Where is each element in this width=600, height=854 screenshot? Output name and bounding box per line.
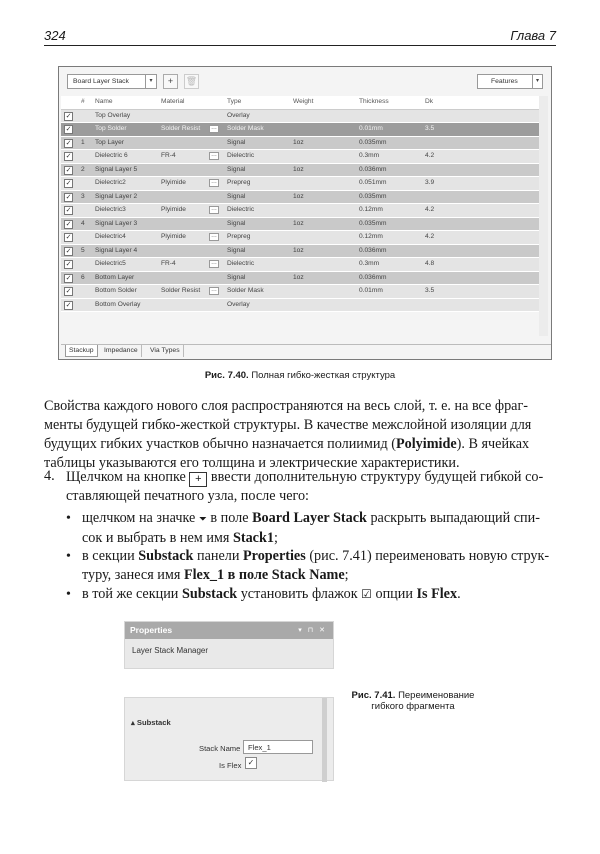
tab-stackup[interactable]: Stackup: [65, 345, 98, 357]
cell-weight: 1oz: [293, 165, 304, 173]
cell-weight: 1oz: [293, 219, 304, 227]
step-4-text: [66, 468, 556, 506]
cell-thickness: 0.035mm: [359, 192, 387, 200]
col-dk-header: Dk: [425, 98, 434, 105]
table-row[interactable]: [61, 137, 539, 151]
cell-num: 4: [81, 219, 85, 227]
term-properties: Properties: [242, 548, 306, 564]
panel-controls-icon[interactable]: ▾ ⊓ ✕: [298, 627, 327, 634]
cell-thickness: 0.036mm: [359, 165, 387, 173]
para-line: менты будущей гибко-жесткой структуры. В качестве межслойной изоляции для: [44, 417, 532, 433]
cell-material: FR-4: [161, 260, 176, 267]
cell-thickness: 0.3mm: [359, 152, 380, 159]
cell-name: Dielectric2: [95, 179, 126, 186]
bullet-text: ;: [344, 567, 349, 583]
dropdown-arrow-icon: ⏷: [198, 514, 207, 525]
row-visible-checkbox[interactable]: ✓: [65, 301, 72, 309]
material-picker-button[interactable]: …: [211, 125, 217, 131]
is-flex-label: Is Flex: [219, 761, 242, 770]
chevron-down-icon[interactable]: ▾: [532, 75, 542, 88]
bullet-text: сок и выбрать в нем имя: [82, 530, 230, 546]
row-visible-checkbox[interactable]: ✓: [65, 261, 72, 268]
row-visible-checkbox[interactable]: ✓: [65, 112, 72, 120]
cell-type: Signal: [227, 273, 246, 281]
cell-thickness: 0.036mm: [359, 246, 387, 254]
term-polyimide: Polyimide: [395, 436, 457, 452]
table-row[interactable]: [61, 285, 539, 299]
bullet-item-1: [82, 509, 556, 548]
bullet-line: [82, 585, 556, 604]
table-scrollbar[interactable]: [539, 96, 548, 336]
cell-type: Signal: [227, 192, 246, 200]
material-picker-button[interactable]: …: [211, 233, 217, 239]
tab-via-types[interactable]: Via Types: [147, 345, 184, 357]
cell-type: Dielectric: [227, 152, 255, 159]
material-picker-button[interactable]: …: [211, 287, 217, 293]
row-visible-checkbox[interactable]: ✓: [65, 193, 72, 201]
row-visible-checkbox[interactable]: ✓: [65, 166, 72, 174]
figure-caption-7-41: [338, 690, 488, 712]
material-picker-button[interactable]: …: [211, 152, 217, 158]
row-visible-checkbox[interactable]: ✓: [65, 234, 72, 241]
cell-material: Solder Resist: [161, 287, 201, 294]
cell-name: Signal Layer 2: [95, 192, 138, 200]
cell-name: Dielectric5: [95, 260, 126, 267]
caption-label: Рис. 7.40.: [204, 370, 249, 381]
table-row[interactable]: [61, 231, 539, 245]
para-line: таблицы указываются его толщина и электрические характеристики.: [44, 455, 460, 471]
table-row[interactable]: [61, 110, 539, 124]
cell-num: 5: [81, 246, 85, 254]
material-picker-button[interactable]: …: [211, 206, 217, 212]
table-row[interactable]: [61, 164, 539, 178]
panel-subtitle: Layer Stack Manager: [132, 646, 209, 655]
cell-dk: 4.2: [425, 152, 435, 159]
cell-type: Solder Mask: [227, 287, 264, 294]
bullet-line: [82, 529, 556, 548]
table-row[interactable]: [61, 177, 539, 191]
panel-title: Properties: [130, 625, 173, 635]
bullet-text: щелчком на значке: [82, 510, 196, 526]
bullet-text: раскрыть выпадающий спи-: [370, 510, 540, 526]
step-number: 4.: [44, 468, 55, 484]
board-layer-stack-combo[interactable]: [67, 74, 157, 89]
cell-name: Dielectric4: [95, 233, 126, 240]
step-text: ввести дополнительную структуру будущей гибкой со-: [210, 469, 544, 485]
table-row[interactable]: [61, 191, 539, 205]
substack-section-toggle[interactable]: ▴ Substack: [131, 718, 171, 727]
cell-type: Dielectric: [227, 206, 255, 213]
cell-weight: 1oz: [293, 192, 304, 200]
bullet-text: в поле: [210, 510, 249, 526]
plus-icon: +: [189, 472, 207, 487]
row-visible-checkbox[interactable]: ✓: [65, 207, 72, 214]
para-line: [44, 435, 556, 454]
cell-name: Dielectric 6: [95, 152, 128, 159]
table-row[interactable]: [61, 272, 539, 286]
cell-num: 2: [81, 165, 85, 173]
cell-dk: 3.5: [425, 125, 435, 132]
features-combo[interactable]: [477, 74, 543, 89]
table-row[interactable]: [61, 123, 539, 137]
stack-name-label: Stack Name: [199, 744, 241, 753]
bullet-line: [82, 547, 556, 566]
row-visible-checkbox[interactable]: ✓: [65, 247, 72, 255]
bullet-line: [82, 509, 556, 529]
stack-name-input[interactable]: [243, 740, 313, 754]
stack-name-value: Flex_1: [248, 743, 271, 752]
layer-table: [61, 96, 539, 312]
row-visible-checkbox[interactable]: ✓: [65, 288, 72, 295]
cell-dk: 4.8: [425, 260, 435, 267]
figure-caption-7-40: [0, 370, 600, 381]
cell-thickness: 0.01mm: [359, 287, 383, 294]
panel-titlebar: [125, 622, 333, 639]
table-row[interactable]: [61, 204, 539, 218]
add-layer-button[interactable]: +: [163, 74, 178, 89]
para-text: будущих гибких участков обычно назначается полиимид (: [44, 436, 396, 452]
step-line: [66, 468, 556, 487]
table-row[interactable]: [61, 150, 539, 164]
col-name-header: Name: [95, 98, 113, 105]
cell-name: Signal Layer 3: [95, 219, 138, 227]
cell-type: Prepreg: [227, 179, 251, 186]
features-label: Features: [491, 78, 518, 85]
page-number: 324: [44, 28, 66, 43]
col-type-header: Type: [227, 98, 242, 105]
step-text: Щелчком на кнопке: [66, 469, 186, 485]
bullet-text: панели: [196, 548, 240, 564]
bullet-text: ;: [273, 530, 278, 546]
cell-type: Signal: [227, 219, 246, 227]
cell-name: Top Solder: [95, 125, 127, 132]
bullet-text: (рис. 7.41) переименовать новую струк-: [309, 548, 550, 564]
caption-label: Рис. 7.41.: [351, 690, 396, 701]
cell-type: Overlay: [227, 300, 250, 308]
chapter-title: Глава 7: [510, 28, 556, 43]
cell-type: Dielectric: [227, 260, 255, 267]
cell-name: Bottom Overlay: [95, 300, 141, 308]
cell-thickness: 0.12mm: [359, 206, 383, 213]
bullet-item-2: [82, 547, 556, 585]
bullet-text: опции: [375, 586, 413, 602]
cell-type: Signal: [227, 165, 246, 173]
cell-num: 6: [81, 273, 85, 281]
cell-name: Bottom Layer: [95, 273, 135, 281]
cell-thickness: 0.035mm: [359, 219, 387, 227]
row-visible-checkbox[interactable]: ✓: [65, 274, 72, 282]
bullet-icon: •: [66, 549, 71, 564]
table-row[interactable]: [61, 245, 539, 259]
bullet-text: в той же секции: [82, 586, 179, 602]
col-thickness-header: Thickness: [359, 98, 389, 105]
cell-type: Prepreg: [227, 233, 251, 240]
cell-name: Dielectric3: [95, 206, 126, 213]
cell-num: 3: [81, 192, 85, 200]
term-is-flex: Is Flex: [416, 586, 458, 602]
cell-material: Plyimide: [161, 233, 186, 240]
properties-panel-header: [124, 621, 334, 669]
cell-num: 1: [81, 138, 85, 146]
col-weight-header: Weight: [293, 98, 314, 105]
row-visible-checkbox[interactable]: ✓: [65, 220, 72, 228]
layer-stack-manager-screenshot: [58, 66, 552, 360]
cell-weight: 1oz: [293, 246, 304, 254]
table-row[interactable]: [61, 299, 539, 313]
cell-name: Bottom Solder: [95, 287, 137, 294]
table-row[interactable]: [61, 218, 539, 232]
bullet-icon: •: [66, 587, 71, 602]
cell-dk: 3.9: [425, 179, 435, 186]
col-num-header: #: [81, 98, 85, 105]
cell-name: Top Layer: [95, 138, 124, 146]
bullet-text: в секции: [82, 548, 135, 564]
bullet-line: [82, 566, 556, 585]
delete-layer-button[interactable]: 🗑: [184, 74, 199, 89]
row-visible-checkbox[interactable]: ✓: [65, 126, 72, 133]
cell-name: Signal Layer 4: [95, 246, 138, 254]
chevron-down-icon[interactable]: ▾: [145, 75, 156, 88]
is-flex-checkbox[interactable]: ✓: [245, 757, 257, 769]
caption-line: гибкого фрагмента: [371, 701, 455, 712]
cell-name: Signal Layer 5: [95, 165, 138, 173]
term-stack1: Stack1: [232, 530, 274, 546]
row-visible-checkbox[interactable]: ✓: [65, 180, 72, 187]
bullet-text: установить флажок: [240, 586, 358, 602]
cell-thickness: 0.12mm: [359, 233, 383, 240]
cell-dk: 3.5: [425, 287, 435, 294]
para-text: ). В ячейках: [456, 436, 530, 452]
substack-section-panel: [124, 697, 334, 781]
cell-weight: 1oz: [293, 138, 304, 146]
cell-name: Top Overlay: [95, 111, 131, 119]
cell-thickness: 0.035mm: [359, 138, 387, 146]
cell-type: Signal: [227, 138, 246, 146]
table-header: [61, 96, 539, 110]
cell-material: Plyimide: [161, 206, 186, 213]
cell-material: Solder Resist: [161, 125, 201, 132]
row-visible-checkbox[interactable]: ✓: [65, 153, 72, 160]
bullet-text: туру, занеся имя: [82, 567, 181, 583]
cell-weight: 1oz: [293, 273, 304, 281]
cell-type: Solder Mask: [227, 125, 264, 132]
toolbar: [59, 67, 551, 95]
para-line: Свойства каждого нового слоя распространяются на весь слой, т. е. на все фраг-: [44, 398, 529, 414]
step-line: ставляющей печатного узла, после чего:: [66, 488, 310, 504]
row-visible-checkbox[interactable]: ✓: [65, 139, 72, 147]
cell-thickness: 0.036mm: [359, 273, 387, 281]
page-header: [44, 26, 556, 46]
cell-thickness: 0.3mm: [359, 260, 380, 267]
checkbox-icon: ☑: [361, 587, 372, 601]
term-flex1-stack-name: Flex_1 в поле Stack Name: [183, 567, 345, 583]
cell-material: FR-4: [161, 152, 176, 159]
bullet-icon: •: [66, 511, 71, 526]
term-substack: Substack: [138, 548, 194, 564]
tab-impedance[interactable]: Impedance: [101, 345, 142, 357]
term-substack: Substack: [181, 586, 238, 602]
panel-scrollbar[interactable]: [322, 698, 327, 782]
cell-type: Signal: [227, 246, 246, 254]
caption-text: Полная гибко-жесткая структура: [251, 370, 396, 381]
bullet-item-3: [82, 585, 556, 604]
cell-material: Plyimide: [161, 179, 186, 186]
cell-type: Overlay: [227, 111, 250, 119]
material-picker-button[interactable]: …: [211, 179, 217, 185]
caption-text: Переименование: [398, 690, 475, 701]
cell-dk: 4.2: [425, 233, 435, 240]
material-picker-button[interactable]: …: [211, 260, 217, 266]
bullet-text: .: [457, 586, 461, 602]
cell-thickness: 0.01mm: [359, 125, 383, 132]
cell-thickness: 0.051mm: [359, 179, 387, 186]
body-paragraph: [44, 397, 556, 473]
bottom-tabs: [61, 344, 551, 357]
combo-value: Board Layer Stack: [73, 78, 129, 85]
term-board-layer-stack: Board Layer Stack: [252, 510, 367, 526]
table-row[interactable]: [61, 258, 539, 272]
col-material-header: Material: [161, 98, 185, 105]
cell-dk: 4.2: [425, 206, 435, 213]
caption-line: [338, 690, 488, 701]
